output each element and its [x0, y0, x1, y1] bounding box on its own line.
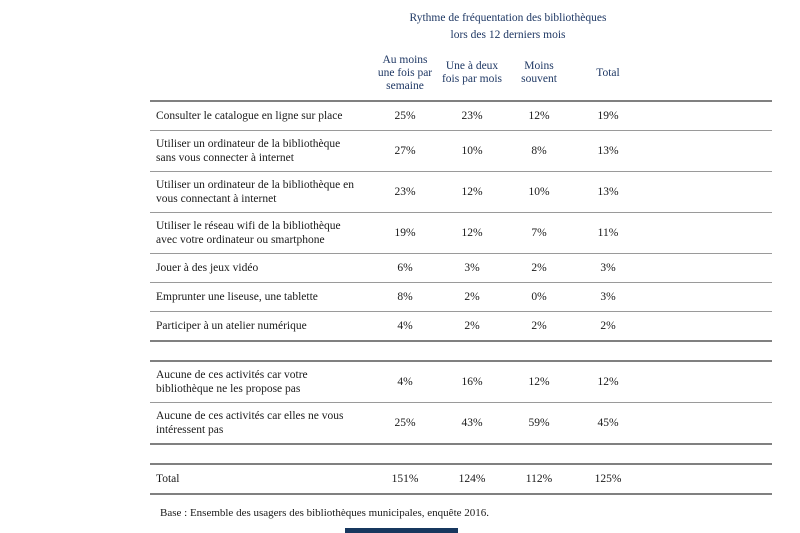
row-label: Utiliser un ordinateur de la bibliothèque en vous connectant à internet [156, 179, 354, 205]
cell-value: 124% [458, 473, 486, 485]
cell-value: 2% [531, 320, 547, 332]
cell-value: 19% [394, 227, 416, 239]
bottom-bar [345, 528, 458, 533]
column-header-spacer [150, 71, 372, 79]
row-label: Consulter le catalogue en ligne sur place [156, 110, 343, 122]
row-label: Participer à un atelier numérique [156, 320, 307, 332]
table-row [150, 283, 772, 312]
cell-value: 12% [461, 227, 483, 239]
cell-value: 10% [461, 145, 483, 157]
table-row [150, 102, 772, 131]
cell-value: 45% [597, 417, 619, 429]
report-table [150, 0, 772, 519]
table-row [150, 131, 772, 172]
row-label: Total [156, 473, 180, 485]
row-label: Emprunter une liseuse, une tablette [156, 291, 318, 303]
cell-value: 16% [461, 376, 483, 388]
cell-value: 10% [528, 186, 550, 198]
column-header-less-often: Moins souvent [521, 60, 557, 85]
cell-value: 6% [397, 262, 413, 274]
section-activities [150, 102, 772, 342]
table-row [150, 403, 772, 443]
row-label: Jouer à des jeux vidéo [156, 262, 259, 274]
cell-value: 4% [397, 376, 413, 388]
section-total [150, 463, 772, 495]
table-title-line2: lors des 12 derniers mois [450, 29, 566, 41]
cell-value: 3% [600, 291, 616, 303]
table-row [150, 213, 772, 254]
cell-value: 2% [531, 262, 547, 274]
cell-value: 112% [525, 473, 553, 485]
cell-value: 8% [397, 291, 413, 303]
cell-value: 25% [394, 110, 416, 122]
row-label: Utiliser le réseau wifi de la bibliothèque avec votre ordinateur ou smartphone [156, 220, 341, 246]
cell-value: 25% [394, 417, 416, 429]
section-no-activity [150, 360, 772, 445]
cell-value: 13% [597, 186, 619, 198]
cell-value: 2% [464, 291, 480, 303]
table-row [150, 172, 772, 213]
column-header-total: Total [596, 66, 620, 79]
cell-value: 2% [600, 320, 616, 332]
row-label: Utiliser un ordinateur de la bibliothèque sans vous connecter à internet [156, 138, 341, 164]
cell-value: 13% [597, 145, 619, 157]
table-title-line1: Rythme de fréquentation des bibliothèques [409, 12, 607, 24]
table-row [150, 362, 772, 403]
cell-value: 4% [397, 320, 413, 332]
table-row [150, 254, 772, 283]
cell-value: 8% [531, 145, 547, 157]
cell-value: 12% [528, 110, 550, 122]
row-label: Aucune de ces activités car elles ne vous intéressent pas [156, 410, 344, 436]
table-row [150, 312, 772, 340]
cell-value: 59% [528, 417, 550, 429]
cell-value: 27% [394, 145, 416, 157]
cell-value: 11% [597, 227, 619, 239]
column-header-weekly: Au moins une fois par semaine [377, 53, 433, 92]
column-header-monthly: Une à deux fois par mois [441, 60, 503, 85]
cell-value: 19% [597, 110, 619, 122]
column-header-spacer-right [644, 71, 772, 79]
cell-value: 12% [528, 376, 550, 388]
column-header-row [150, 50, 772, 102]
cell-value: 23% [461, 110, 483, 122]
cell-value: 2% [464, 320, 480, 332]
table-row-total [150, 465, 772, 493]
cell-value: 23% [394, 186, 416, 198]
cell-value: 12% [461, 186, 483, 198]
cell-value: 12% [597, 376, 619, 388]
row-label: Aucune de ces activités car votre bibliothèque ne les propose pas [156, 369, 308, 395]
cell-value: 151% [391, 473, 419, 485]
base-footnote: Base : Ensemble des usagers des bibliothèques municipales, enquête 2016. [160, 507, 490, 519]
cell-value: 3% [464, 262, 480, 274]
table-title [372, 10, 644, 44]
cell-value: 125% [594, 473, 622, 485]
cell-value: 3% [600, 262, 616, 274]
cell-value: 7% [531, 227, 547, 239]
cell-value: 0% [531, 291, 547, 303]
cell-value: 43% [461, 417, 483, 429]
